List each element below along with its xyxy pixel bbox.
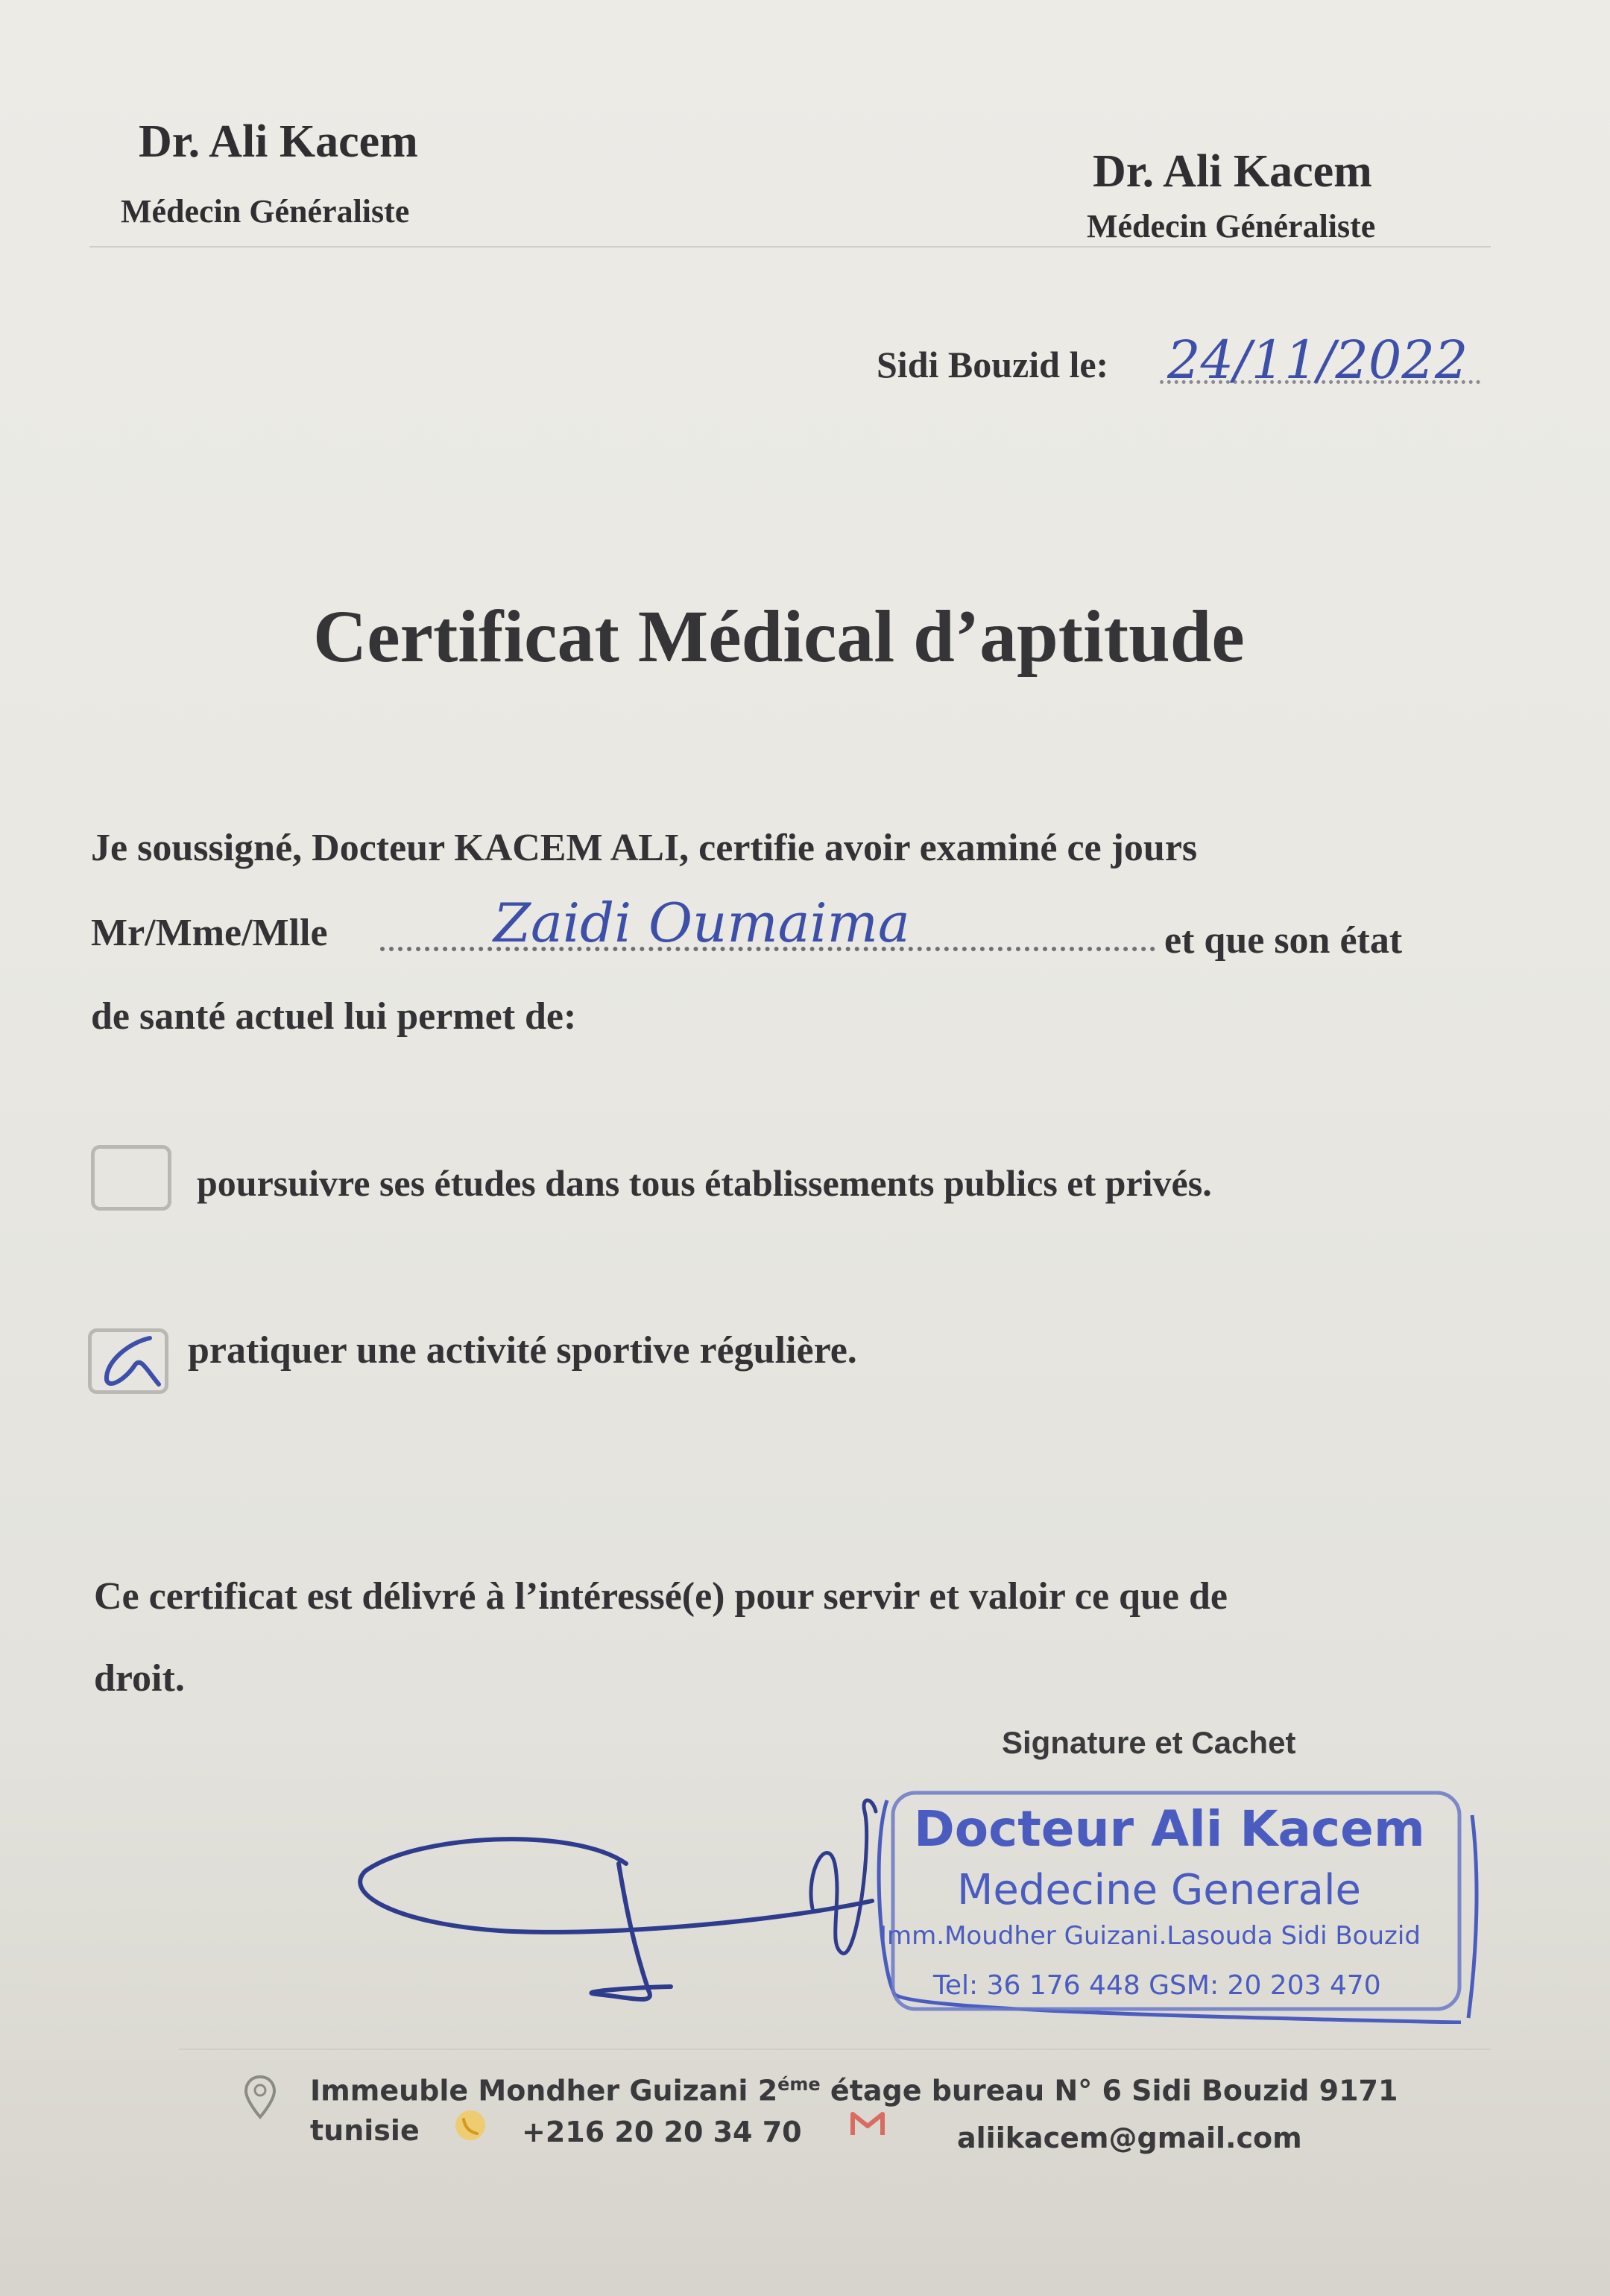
footer-address-part2: étage bureau N° 6 Sidi Bouzid 9171: [820, 2074, 1398, 2107]
phone-icon: [453, 2108, 487, 2142]
header-left-doctor-title: Médecin Généraliste: [121, 193, 410, 230]
statement-line-1: Je soussigné, Docteur KACEM ALI, certifie avoir examiné ce jours: [91, 827, 1198, 869]
header-right-doctor-name: Dr. Ali Kacem: [1093, 146, 1372, 197]
header-divider: [89, 246, 1491, 247]
stamp-phones: Tel: 36 176 448 GSM: 20 203 470: [933, 1970, 1381, 2001]
certificate-title: Certificat Médical d’aptitude: [313, 595, 1245, 678]
closing-line-2: droit.: [94, 1657, 185, 1700]
doctor-stamp: [865, 1785, 1483, 2024]
handwritten-signature-image: [350, 1782, 887, 2005]
option-sport-label: pratiquer une activité sportive régulière.: [188, 1329, 857, 1372]
stamp-address: Imm.Moudher Guizani.Lasouda Sidi Bouzid: [880, 1921, 1421, 1951]
date-handwritten-value: 24/11/2022: [1167, 329, 1468, 391]
footer-divider: [179, 2049, 1491, 2050]
email-icon: [850, 2110, 886, 2138]
stamp-doctor-name: Docteur Ali Kacem: [914, 1800, 1425, 1858]
patient-name-handwritten: Zaidi Oumaima: [493, 892, 910, 954]
footer-address-superscript: éme: [777, 2074, 821, 2095]
date-label: Sidi Bouzid le:: [877, 344, 1109, 385]
option-sport-checkbox[interactable]: [88, 1328, 168, 1394]
footer-phone: +216 20 20 34 70: [522, 2116, 802, 2148]
footer-address-part1: Immeuble Mondher Guizani 2: [310, 2074, 778, 2107]
statement-prefix: Mr/Mme/Mlle: [91, 912, 328, 954]
header-right-doctor-title: Médecin Généraliste: [1087, 208, 1376, 245]
statement-suffix: et que son état: [1164, 919, 1403, 962]
statement-line-3: de santé actuel lui permet de:: [91, 995, 577, 1038]
option-studies-label: poursuivre ses études dans tous établissements publics et privés.: [197, 1162, 1212, 1204]
footer-address: [310, 2074, 1398, 2107]
header-left-doctor-name: Dr. Ali Kacem: [139, 116, 418, 167]
signature-label: Signature et Cachet: [1002, 1725, 1296, 1760]
check-mark-icon: [92, 1332, 165, 1390]
option-studies-checkbox[interactable]: [91, 1145, 171, 1211]
stamp-specialty: Medecine Generale: [957, 1866, 1362, 1914]
location-pin-icon: [243, 2074, 277, 2122]
footer-email[interactable]: aliikacem@gmail.com: [957, 2122, 1302, 2154]
closing-line-1: Ce certificat est délivré à l’intéressé(e) pour servir et valoir ce que de: [94, 1575, 1228, 1618]
footer-country: tunisie: [310, 2114, 420, 2147]
